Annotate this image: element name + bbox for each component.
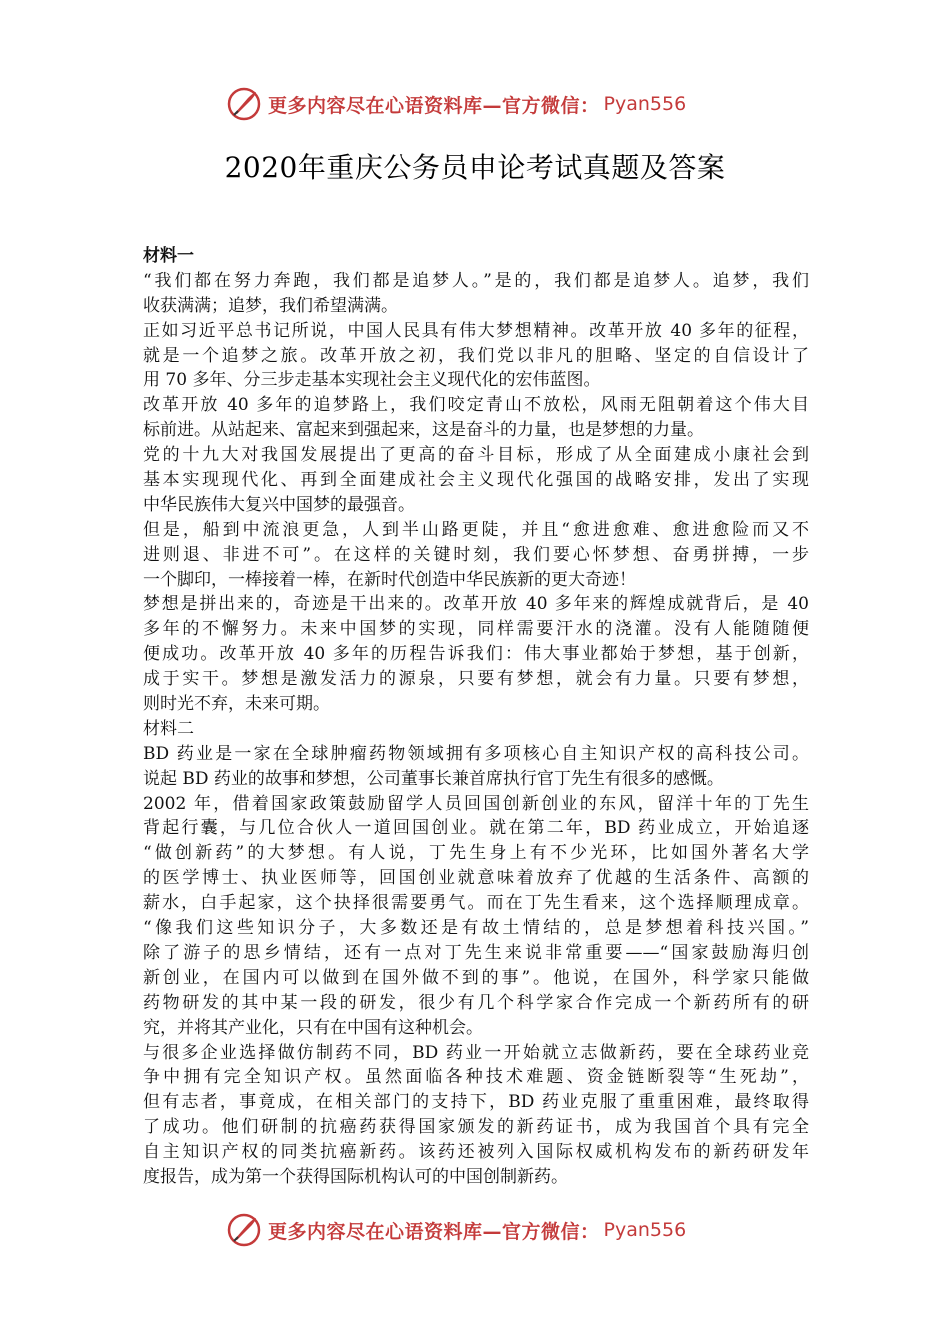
wechat-id: Pyan556	[603, 1219, 687, 1241]
text-line: 改革开放 40 多年的追梦路上，我们咬定青山不放松，风雨无阻朝着这个伟大目	[143, 395, 809, 416]
wechat-id: Pyan556	[603, 93, 687, 115]
text-line: 进则退、非进不可”。在这样的关键时刻，我们要心怀梦想、奋勇拼搏，一步	[143, 544, 809, 565]
text-line: 薪水，白手起家，这个抉择很需要勇气。而在丁先生看来，这个选择顺理成章。	[143, 893, 809, 914]
text-line: 成于实干。梦想是激发活力的源泉，只要有梦想，就会有力量。只要有梦想，	[143, 669, 809, 690]
text-line: 的医学博士、执业医师等，回国创业就意味着放弃了优越的生活条件、高额的	[143, 868, 809, 889]
text-line: 新创业，在国内可以做到在国外做不到的事”。他说，在国外，科学家只能做	[143, 967, 809, 988]
text-line: 梦想是拼出来的，奇迹是干出来的。改革开放 40 多年来的辉煌成就背后，是 40	[143, 594, 809, 615]
document-body	[143, 244, 809, 1190]
text-line: 收获满满；追梦，我们希望满满。	[143, 295, 398, 316]
text-line: 但是，船到中流浪更急，人到半山路更陡，并且“愈进愈难、愈进愈险而又不	[143, 519, 809, 540]
text-line: BD 药业是一家在全球肿瘤药物领域拥有多项核心自主知识产权的高科技公司。	[143, 743, 809, 764]
header-banner	[226, 84, 686, 124]
text-line: “我们都在努力奔跑，我们都是追梦人。”是的，我们都是追梦人。追梦，我们	[143, 270, 809, 291]
text-line: “做创新药”的大梦想。有人说，丁先生身上有不少光环，比如国外著名大学	[143, 843, 809, 864]
text-line: 了成功。他们研制的抗癌药获得国家颁发的新药证书，成为我国首个具有完全	[143, 1117, 809, 1138]
quill-logo-icon	[226, 1212, 262, 1248]
text-line: 则时光不弃，未来可期。	[143, 694, 330, 715]
text-line: 争中拥有完全知识产权。虽然面临各种技术难题、资金链断裂等“生死劫”，	[143, 1067, 809, 1088]
text-line: 除了游子的思乡情结，还有一点对丁先生来说非常重要——“国家鼓励海归创	[143, 942, 809, 963]
quill-logo-icon	[226, 86, 262, 122]
text-line: 基本实现现代化、再到全面建成社会主义现代化强国的战略安排，发出了实现	[143, 470, 809, 491]
text-line: 多年的不懈努力。未来中国梦的实现，同样需要汗水的浇灌。没有人能随随便	[143, 619, 809, 640]
text-line: 用 70 多年、分三步走基本实现社会主义现代化的宏伟蓝图。	[143, 370, 601, 391]
banner-text: 更多内容尽在心语资料库—官方微信：	[268, 1220, 600, 1243]
text-line: 正如习近平总书记所说，中国人民具有伟大梦想精神。改革开放 40 多年的征程，	[143, 320, 809, 341]
section-heading: 材料一	[143, 246, 194, 266]
text-line: 一个脚印，一棒接着一棒，在新时代创造中华民族新的更大奇迹！	[143, 569, 636, 590]
section-heading: 材料二	[143, 718, 194, 739]
text-line: 党的十九大对我国发展提出了更高的奋斗目标，形成了从全面建成小康社会到	[143, 445, 809, 466]
text-line: “像我们这些知识分子，大多数还是有故土情结的，总是梦想着科技兴国。”	[143, 918, 809, 939]
footer-banner	[226, 1210, 686, 1250]
banner-text: 更多内容尽在心语资料库—官方微信：	[268, 94, 600, 117]
text-line: 说起 BD 药业的故事和梦想，公司董事长兼首席执行官丁先生有很多的感慨。	[143, 768, 724, 789]
text-line: 药物研发的其中某一段的研发，很少有几个科学家合作完成一个新药所有的研	[143, 992, 809, 1013]
text-line: 标前进。从站起来、富起来到强起来，这是奋斗的力量，也是梦想的力量。	[143, 420, 704, 441]
text-line: 究，并将其产业化，只有在中国有这种机会。	[143, 1017, 483, 1038]
document-title: 2020年重庆公务员申论考试真题及答案	[224, 151, 726, 184]
text-line: 中华民族伟大复兴中国梦的最强音。	[143, 494, 415, 515]
text-line: 2002 年，借着国家政策鼓励留学人员回国创新创业的东风，留洋十年的丁先生	[143, 793, 809, 814]
text-line: 与很多企业选择做仿制药不同，BD 药业一开始就立志做新药，要在全球药业竞	[143, 1042, 809, 1063]
text-line: 但有志者，事竟成，在相关部门的支持下，BD 药业克服了重重困难，最终取得	[143, 1092, 809, 1113]
text-line: 便成功。改革开放 40 多年的历程告诉我们：伟大事业都始于梦想，基于创新，	[143, 644, 809, 665]
text-line: 度报告，成为第一个获得国际机构认可的中国创制新药。	[143, 1166, 568, 1187]
text-line: 就是一个追梦之旅。改革开放之初，我们党以非凡的胆略、坚定的自信设计了	[143, 345, 809, 366]
text-line: 自主知识产权的同类抗癌新药。该药还被列入国际权威机构发布的新药研发年	[143, 1142, 809, 1163]
text-line: 背起行囊，与几位合伙人一道回国创业。就在第二年，BD 药业成立，开始追逐	[143, 818, 809, 839]
